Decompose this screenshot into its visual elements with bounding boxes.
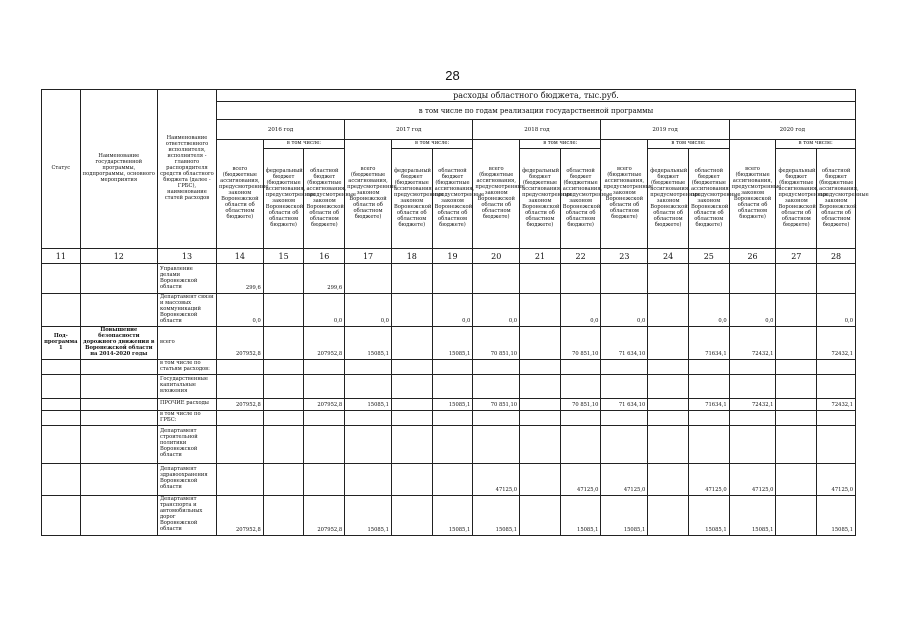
- row-status: [42, 495, 81, 535]
- value-cell: [391, 294, 432, 327]
- value-cell: 72432,1: [817, 398, 856, 410]
- column-number: 23: [601, 249, 648, 264]
- table-row: [42, 398, 856, 410]
- value-cell: [560, 359, 601, 374]
- value-cell: 207952,8: [304, 327, 345, 360]
- value-cell: [520, 374, 561, 398]
- value-cell: [688, 359, 729, 374]
- value-cell: [776, 410, 817, 425]
- including-label: в том числе:: [776, 140, 856, 149]
- col-total: всего (бюджетные ассигнования, предусмотренные законом Воронежской области об областном бюджете): [216, 140, 263, 249]
- row-status: [42, 398, 81, 410]
- row-executor: всего: [157, 327, 216, 360]
- value-cell: 15085,1: [817, 495, 856, 535]
- value-cell: 70 851,10: [473, 398, 520, 410]
- value-cell: [263, 425, 304, 463]
- value-cell: [263, 294, 304, 327]
- value-cell: 15085,1: [688, 495, 729, 535]
- value-cell: [473, 359, 520, 374]
- value-cell: [263, 398, 304, 410]
- column-number: 25: [688, 249, 729, 264]
- value-cell: [648, 264, 689, 294]
- value-cell: [648, 374, 689, 398]
- value-cell: 15085,1: [432, 398, 473, 410]
- table-row: [42, 410, 856, 425]
- table-row: [42, 264, 856, 294]
- column-number: 24: [648, 249, 689, 264]
- value-cell: 299,6: [304, 264, 345, 294]
- value-cell: [391, 425, 432, 463]
- row-status: [42, 425, 81, 463]
- value-cell: [729, 410, 776, 425]
- value-cell: 207952,8: [216, 495, 263, 535]
- table-row: [42, 327, 856, 360]
- col-federal: федеральный бюджет (бюджетные ассигнования, предусмотренные законом Воронежской области об областном бюджете): [391, 149, 432, 249]
- value-cell: 72432,1: [729, 398, 776, 410]
- value-cell: 47125,0: [817, 463, 856, 495]
- row-status: [42, 359, 81, 374]
- value-cell: [817, 425, 856, 463]
- value-cell: [263, 374, 304, 398]
- value-cell: [391, 374, 432, 398]
- value-cell: [391, 495, 432, 535]
- value-cell: [729, 425, 776, 463]
- value-cell: 15085,1: [729, 495, 776, 535]
- column-number: 15: [263, 249, 304, 264]
- value-cell: [345, 463, 392, 495]
- value-cell: [216, 359, 263, 374]
- year-header: 2018 год: [473, 120, 601, 140]
- value-cell: [391, 463, 432, 495]
- column-number: 12: [80, 249, 157, 264]
- col-federal: федеральный бюджет (бюджетные ассигнования, предусмотренные законом Воронежской области об областном бюджете): [520, 149, 561, 249]
- value-cell: [648, 463, 689, 495]
- value-cell: 47125,0: [729, 463, 776, 495]
- col-federal: федеральный бюджет (бюджетные ассигнования, предусмотренные законом Воронежской области об областном бюджете): [263, 149, 304, 249]
- column-number: 16: [304, 249, 345, 264]
- column-number: 11: [42, 249, 81, 264]
- header-status: Статус: [42, 90, 81, 249]
- column-number: 17: [345, 249, 392, 264]
- col-regional: областной бюджет (бюджетные ассигнования, предусмотренные законом Воронежской области об областном бюджете): [688, 149, 729, 249]
- value-cell: [345, 374, 392, 398]
- row-executor: Департамент транспорта и автомобильных дорог Воронежской области: [157, 495, 216, 535]
- table-body: [42, 264, 856, 536]
- value-cell: 0,0: [304, 294, 345, 327]
- value-cell: [216, 374, 263, 398]
- col-regional: областной бюджет (бюджетные ассигнования, предусмотренные законом Воронежской области об областном бюджете): [817, 149, 856, 249]
- value-cell: [432, 374, 473, 398]
- row-program-name: [80, 359, 157, 374]
- value-cell: 207952,8: [216, 398, 263, 410]
- row-program-name: [80, 374, 157, 398]
- row-program-name: [80, 398, 157, 410]
- row-executor: Департамент здравоохранения Воронежской области: [157, 463, 216, 495]
- value-cell: 15085,1: [345, 327, 392, 360]
- value-cell: 15085,1: [432, 327, 473, 360]
- value-cell: 15085,1: [432, 495, 473, 535]
- value-cell: [520, 294, 561, 327]
- value-cell: [560, 410, 601, 425]
- value-cell: 15085,1: [345, 398, 392, 410]
- value-cell: [391, 398, 432, 410]
- row-executor: Управление делами Воронежской области: [157, 264, 216, 294]
- value-cell: [776, 495, 817, 535]
- value-cell: [432, 359, 473, 374]
- value-cell: [688, 264, 729, 294]
- value-cell: [601, 359, 648, 374]
- row-program-name: [80, 294, 157, 327]
- value-cell: 15085,1: [345, 495, 392, 535]
- row-status: [42, 264, 81, 294]
- value-cell: [688, 410, 729, 425]
- value-cell: [648, 425, 689, 463]
- column-number: 28: [817, 249, 856, 264]
- value-cell: [391, 264, 432, 294]
- column-number: 21: [520, 249, 561, 264]
- row-status: [42, 374, 81, 398]
- row-executor: Департамент строительной политики Воронежской области: [157, 425, 216, 463]
- value-cell: [304, 425, 345, 463]
- value-cell: 207952,8: [304, 495, 345, 535]
- value-cell: 71 634,10: [601, 398, 648, 410]
- value-cell: 0,0: [688, 294, 729, 327]
- value-cell: [345, 425, 392, 463]
- value-cell: [520, 327, 561, 360]
- column-number: 27: [776, 249, 817, 264]
- value-cell: [473, 425, 520, 463]
- value-cell: [648, 398, 689, 410]
- value-cell: [263, 264, 304, 294]
- column-number: 14: [216, 249, 263, 264]
- value-cell: [345, 359, 392, 374]
- value-cell: [776, 327, 817, 360]
- col-regional: областной бюджет (бюджетные ассигнования, предусмотренные законом Воронежской области об областном бюджете): [432, 149, 473, 249]
- including-label: в том числе:: [263, 140, 344, 149]
- value-cell: [432, 410, 473, 425]
- including-label: в том числе:: [648, 140, 729, 149]
- table-row: [42, 294, 856, 327]
- value-cell: [391, 410, 432, 425]
- value-cell: [560, 374, 601, 398]
- row-executor: Государственные капитальные вложения: [157, 374, 216, 398]
- value-cell: 70 851,10: [560, 327, 601, 360]
- col-total: всего (бюджетные ассигнования, предусмотренные законом Воронежской области об областном бюджете): [601, 140, 648, 249]
- value-cell: 47125,0: [688, 463, 729, 495]
- header-executor: Наименование ответственного исполнителя, исполнителя - главного распорядителя средств областного бюджета (далее - ГРБС), наименование статей расходов: [157, 90, 216, 249]
- year-header: 2019 год: [601, 120, 729, 140]
- value-cell: 0,0: [216, 294, 263, 327]
- column-number-row: [42, 249, 856, 264]
- value-cell: [304, 463, 345, 495]
- value-cell: 15085,1: [473, 495, 520, 535]
- value-cell: 0,0: [601, 294, 648, 327]
- value-cell: 70 851,10: [560, 398, 601, 410]
- value-cell: [304, 410, 345, 425]
- value-cell: 15085,1: [560, 495, 601, 535]
- row-program-name: Повышение безопасности дорожного движения в Воронежской области на 2014-2020 годы: [80, 327, 157, 360]
- value-cell: 47125,0: [560, 463, 601, 495]
- column-number: 22: [560, 249, 601, 264]
- value-cell: 207952,8: [304, 398, 345, 410]
- value-cell: [601, 425, 648, 463]
- row-program-name: [80, 495, 157, 535]
- value-cell: [520, 410, 561, 425]
- value-cell: [216, 410, 263, 425]
- col-federal: федеральный бюджет (бюджетные ассигнования, предусмотренные законом Воронежской области об областном бюджете): [648, 149, 689, 249]
- value-cell: [520, 495, 561, 535]
- column-number: 13: [157, 249, 216, 264]
- value-cell: [432, 463, 473, 495]
- value-cell: [776, 264, 817, 294]
- row-executor: ПРОЧИЕ расходы: [157, 398, 216, 410]
- value-cell: [560, 264, 601, 294]
- header-program-name: Наименование государственной программы, подпрограммы, основного мероприятия: [80, 90, 157, 249]
- value-cell: [216, 425, 263, 463]
- value-cell: [473, 410, 520, 425]
- row-status: [42, 294, 81, 327]
- value-cell: [776, 294, 817, 327]
- value-cell: [776, 359, 817, 374]
- value-cell: [817, 374, 856, 398]
- table-row: [42, 463, 856, 495]
- value-cell: [263, 410, 304, 425]
- row-executor: в том числе по ГРБС:: [157, 410, 216, 425]
- including-label: в том числе:: [391, 140, 472, 149]
- row-status: [42, 410, 81, 425]
- header-by-years: в том числе по годам реализации государственной программы: [216, 102, 855, 120]
- row-executor: Департамент связи и массовых коммуникаций Воронежской области: [157, 294, 216, 327]
- value-cell: [648, 410, 689, 425]
- value-cell: 0,0: [729, 294, 776, 327]
- table-row: [42, 374, 856, 398]
- table-row: [42, 495, 856, 535]
- including-label: в том числе:: [520, 140, 601, 149]
- value-cell: [729, 374, 776, 398]
- value-cell: [776, 425, 817, 463]
- value-cell: [263, 327, 304, 360]
- column-number: 19: [432, 249, 473, 264]
- year-header: 2016 год: [216, 120, 344, 140]
- year-header: 2017 год: [345, 120, 473, 140]
- value-cell: 70 851,10: [473, 327, 520, 360]
- value-cell: [520, 264, 561, 294]
- col-total: всего (бюджетные ассигнования, предусмотренные законом Воронежской области об областном бюджете): [345, 140, 392, 249]
- value-cell: [560, 425, 601, 463]
- col-federal: федеральный бюджет (бюджетные ассигнования, предусмотренные законом Воронежской области об областном бюджете): [776, 149, 817, 249]
- value-cell: [216, 463, 263, 495]
- value-cell: [520, 463, 561, 495]
- value-cell: [473, 374, 520, 398]
- value-cell: [776, 463, 817, 495]
- page-number: 28: [445, 68, 460, 83]
- value-cell: [263, 463, 304, 495]
- value-cell: [729, 264, 776, 294]
- value-cell: [345, 264, 392, 294]
- value-cell: [601, 374, 648, 398]
- col-total: всего (бюджетные ассигнования, предусмотренные законом Воронежской области об областном бюджете): [473, 140, 520, 249]
- row-program-name: [80, 463, 157, 495]
- value-cell: [648, 359, 689, 374]
- value-cell: [648, 327, 689, 360]
- value-cell: [432, 425, 473, 463]
- value-cell: [817, 410, 856, 425]
- value-cell: 71 634,10: [601, 327, 648, 360]
- value-cell: [473, 264, 520, 294]
- header-expenses: расходы областного бюджета, тыс.руб.: [216, 90, 855, 102]
- value-cell: 207952,8: [216, 327, 263, 360]
- value-cell: [520, 425, 561, 463]
- value-cell: [520, 398, 561, 410]
- col-total: всего (бюджетные ассигнования, предусмотренные законом Воронежской области об областном бюджете): [729, 140, 776, 249]
- value-cell: [391, 359, 432, 374]
- col-regional: областной бюджет (бюджетные ассигнования, предусмотренные законом Воронежской области об областном бюджете): [560, 149, 601, 249]
- col-regional: областной бюджет (бюджетные ассигнования, предусмотренные законом Воронежской области об областном бюджете): [304, 149, 345, 249]
- value-cell: 0,0: [817, 294, 856, 327]
- row-program-name: [80, 425, 157, 463]
- budget-table: [41, 89, 869, 536]
- table-row: [42, 359, 856, 374]
- value-cell: 71634,1: [688, 398, 729, 410]
- value-cell: [648, 294, 689, 327]
- value-cell: [817, 264, 856, 294]
- value-cell: [601, 410, 648, 425]
- column-number: 26: [729, 249, 776, 264]
- value-cell: 47125,0: [601, 463, 648, 495]
- value-cell: [601, 264, 648, 294]
- value-cell: [304, 359, 345, 374]
- value-cell: 0,0: [473, 294, 520, 327]
- value-cell: 0,0: [345, 294, 392, 327]
- value-cell: [688, 425, 729, 463]
- value-cell: [729, 359, 776, 374]
- value-cell: [263, 495, 304, 535]
- value-cell: [688, 374, 729, 398]
- value-cell: [304, 374, 345, 398]
- year-header: 2020 год: [729, 120, 855, 140]
- row-status: Под-программа 1: [42, 327, 81, 360]
- column-number: 20: [473, 249, 520, 264]
- value-cell: 15085,1: [601, 495, 648, 535]
- value-cell: [776, 398, 817, 410]
- value-cell: [345, 410, 392, 425]
- value-cell: [776, 374, 817, 398]
- value-cell: 0,0: [432, 294, 473, 327]
- value-cell: 0,0: [560, 294, 601, 327]
- value-cell: [263, 359, 304, 374]
- value-cell: [432, 264, 473, 294]
- value-cell: 299,6: [216, 264, 263, 294]
- row-status: [42, 463, 81, 495]
- value-cell: 72432,1: [729, 327, 776, 360]
- table-row: [42, 425, 856, 463]
- column-number: 18: [391, 249, 432, 264]
- value-cell: 47125,0: [473, 463, 520, 495]
- row-program-name: [80, 264, 157, 294]
- value-cell: [520, 359, 561, 374]
- value-cell: [817, 359, 856, 374]
- row-executor: в том числе по статьям расходов:: [157, 359, 216, 374]
- value-cell: [648, 495, 689, 535]
- value-cell: [391, 327, 432, 360]
- value-cell: 72432,1: [817, 327, 856, 360]
- value-cell: 71634,1: [688, 327, 729, 360]
- row-program-name: [80, 410, 157, 425]
